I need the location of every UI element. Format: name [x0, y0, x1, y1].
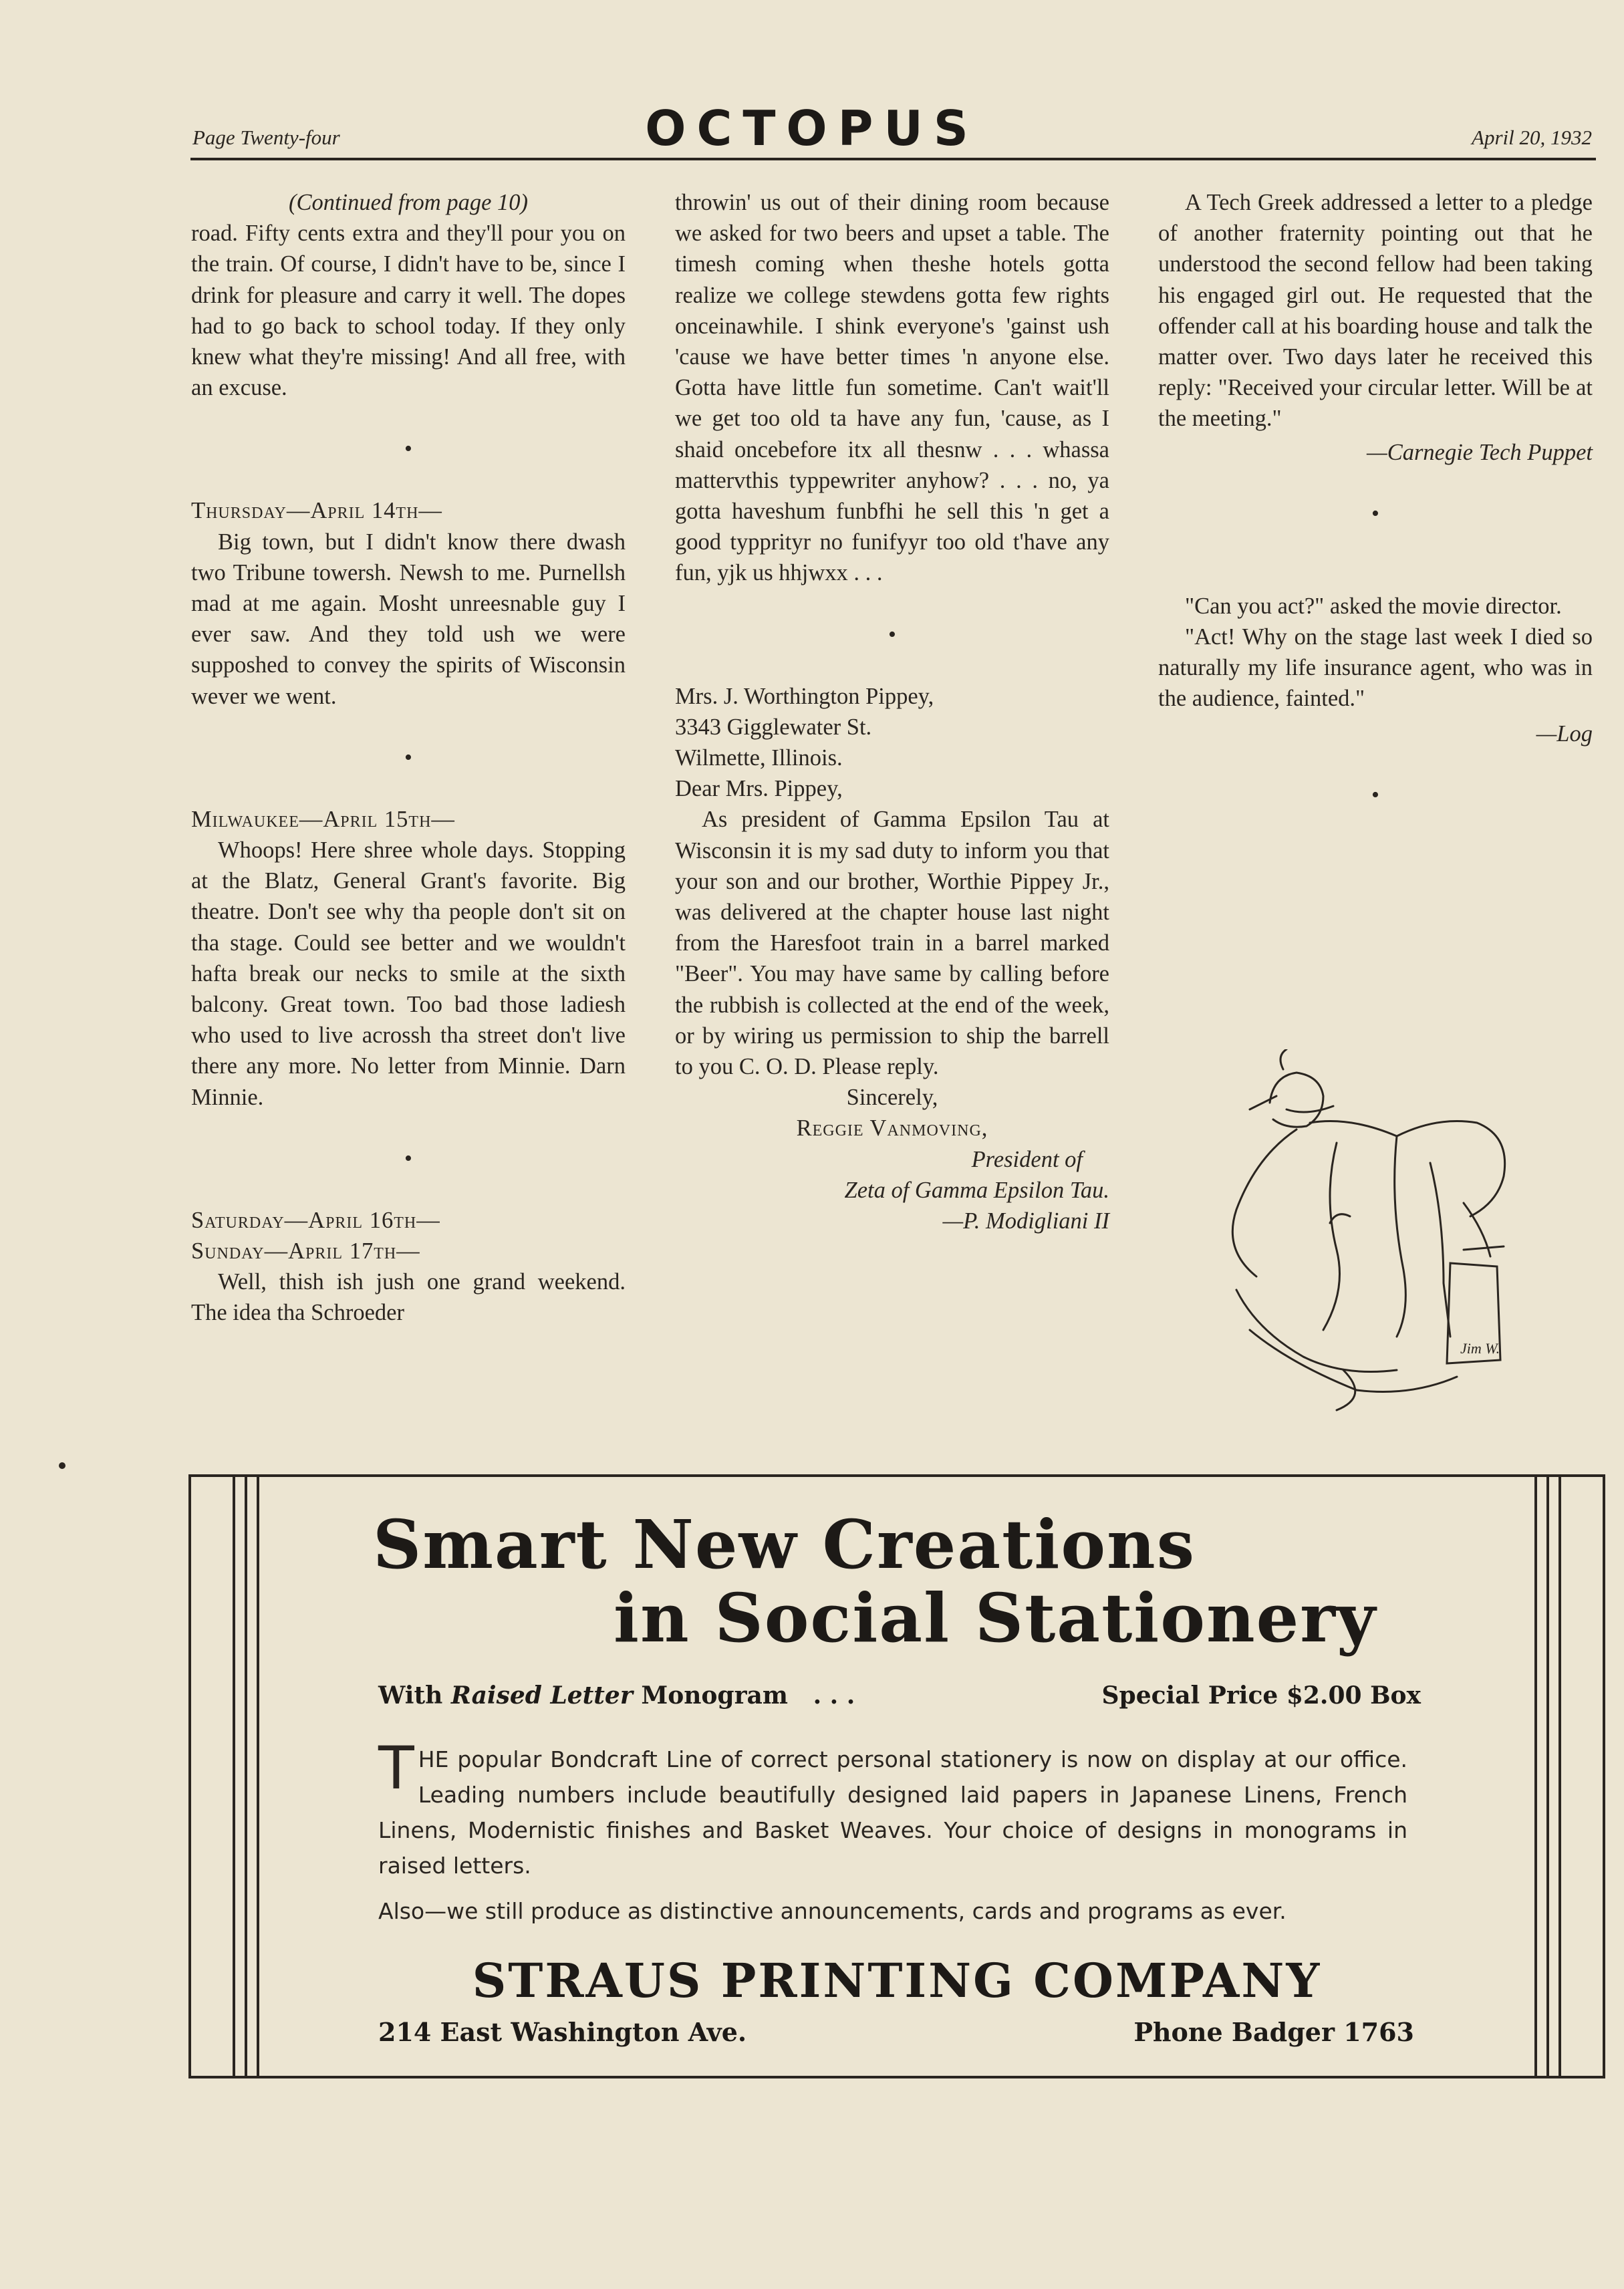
ad-body-text: [378, 1734, 1407, 1883]
section-heading: Saturday—April 16th—: [191, 1207, 440, 1233]
ad-body-copy: HE popular Bondcraft Line of correct personal stationery is now on display at our office. Leading numbers include beautifully designed laid papers in Japanese Linens, French Linens, Modernistic finishes and Basket Weaves. Your choice of designs in monograms in raised letters.: [378, 1746, 1407, 1879]
letter-body: As president of Gamma Epsilon Tau at Wisconsin it is my sad duty to inform you that your son and our brother, Worthie Pippey Jr., was delivered at the chapter house last night from the Haresfoot train in a barrel marked "Beer". You may have same by calling before the rubbish is collected at the end of the week, or by wiring us permission to ship the barrell to you C. O. D. Please reply.: [675, 807, 1109, 1080]
paragraph: A Tech Greek addressed a letter to a pledge of another fraternity pointing out that he understood the second fellow had been taking his engaged girl out. He requested that the offender call at his boarding house and talk the matter over. Two days later he received this reply: "Received your circular letter. Will be at the meeting.": [1158, 190, 1593, 432]
company-name: STRAUS PRINTING COMPANY: [472, 1953, 1322, 2008]
section-heading: Sunday—April 17th—: [191, 1238, 420, 1264]
paragraph: "Can you act?" asked the movie director.: [1185, 593, 1562, 619]
attribution: —P. Modigliani II: [942, 1208, 1109, 1234]
sketch-signature: Jim W.: [1460, 1340, 1500, 1357]
company-phone: Phone Badger 1763: [1133, 2017, 1414, 2047]
separator-bullet: •: [1371, 782, 1379, 807]
letter-address-line: Wilmette, Illinois.: [675, 745, 843, 771]
ad-special-price: Special Price $2.00 Box: [1101, 1681, 1421, 1710]
signer-title: President of: [971, 1146, 1083, 1172]
ad-also-line: Also—we still produce as distinctive announcements, cards and programs as ever.: [378, 1898, 1287, 1924]
company-address: 214 East Washington Ave.: [378, 2017, 747, 2047]
ad-headline-line2: in Social Stationery: [614, 1579, 1377, 1657]
section-heading: Thursday—April 14th—: [191, 498, 442, 524]
paragraph: Whoops! Here shree whole days. Stopping at the Blatz, General Grant's favorite. Big theatre. Don't see why tha people don't sit on tha stage. Could see better and we wouldn't hafta break our necks to smile at the sixth balcony. Great town. Too bad those ladiesh who used to live acrossh tha street don't live there any more. No letter from Minnie. Darn Minnie.: [191, 837, 626, 1110]
paragraph: "Act! Why on the stage last week I died so naturally my life insurance agent, who was in the audience, fainted.": [1158, 624, 1593, 712]
column-2: [675, 187, 1109, 1236]
signer-title: Zeta of Gamma Epsilon Tau.: [844, 1177, 1109, 1203]
header-rule: [190, 158, 1596, 160]
page-speck: [59, 1462, 65, 1469]
issue-date: April 20, 1932: [1472, 126, 1592, 149]
company-contact: [378, 2017, 1414, 2047]
ad-subheading: [378, 1681, 1421, 1710]
figure-sketch-illustration: [1210, 1049, 1557, 1417]
continued-note: (Continued from page 10): [288, 190, 529, 215]
separator-bullet: •: [404, 745, 412, 770]
letter-address-line: Mrs. J. Worthington Pippey,: [675, 683, 934, 709]
paragraph: Well, thish ish jush one grand weekend. The idea tha Schroeder: [191, 1269, 626, 1326]
separator-bullet: •: [1371, 501, 1379, 526]
ad-subheading-offer: [378, 1681, 855, 1710]
ad-sub-monogram: Monogram: [641, 1681, 788, 1710]
ad-sub-raised: Raised Letter: [450, 1681, 633, 1710]
ad-headline-line1: Smart New Creations: [373, 1505, 1196, 1584]
paragraph: throwin' us out of their dining room because we asked for two beers and upset a table. The timesh coming when theshe hotels gotta realize we college stewdens gotta few rights onceinawhile. I shink everyone's 'gainst ush 'cause we have better times 'n anyone else. Gotta have little fun sometime. Can't wait'll we get too old ta have any fun, 'cause, as I shaid oncebefore itx all thesnw . . . whassa mattervthis typpewriter anyhow? . . . no, ya gotta haveshum funbfhi he sell this 'n get a good typprityr no funifyyr too old t'have any fun, yjk us hhjwxx . . .: [675, 190, 1109, 586]
attribution: —Log: [1536, 720, 1593, 747]
letter-address-line: 3343 Gigglewater St.: [675, 714, 872, 740]
separator-bullet: •: [404, 436, 412, 462]
attribution: —Carnegie Tech Puppet: [1367, 439, 1593, 465]
separator-bullet: •: [888, 622, 896, 647]
straus-printing-advertisement: [188, 1474, 1605, 2078]
section-heading: Milwaukee—April 15th—: [191, 806, 455, 832]
magazine-title: OCTOPUS: [645, 100, 979, 156]
ad-sub-dots: . . .: [813, 1681, 855, 1710]
separator-bullet: •: [404, 1146, 412, 1171]
paragraph: Big town, but I didn't know there dwash two Tribune towersh. Newsh to me. Purnellsh mad at me again. Mosht unreesnable guy I ever saw. And they told ush we were supposhed to convey the spirits of Wisconsin wever we went.: [191, 529, 626, 709]
page-number: Page Twenty-four: [192, 126, 340, 149]
letter-closing: Sincerely,: [846, 1085, 938, 1111]
column-1: [191, 187, 626, 1329]
ad-sub-with: With: [378, 1681, 443, 1710]
paragraph: road. Fifty cents extra and they'll pour you on the train. Of course, I didn't have to be, since I drink for pleasure and carry it well. The dopes had to go back to school today. If they only knew what they're missing! And all free, with an excuse.: [191, 221, 626, 401]
drop-cap: T: [378, 1734, 414, 1802]
letter-salutation: Dear Mrs. Pippey,: [675, 776, 843, 802]
column-3: [1158, 187, 1593, 811]
letter-signer: Reggie Vanmoving,: [796, 1115, 988, 1141]
